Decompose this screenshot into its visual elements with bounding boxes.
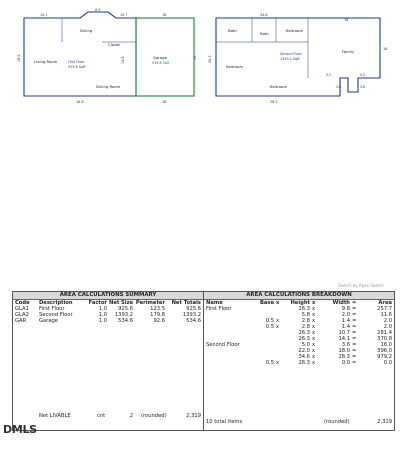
dmls-logo: DMLS: [3, 423, 37, 436]
net-livable-label: Net LIVABLE: [39, 413, 71, 419]
table-row: 22.0 x 18.0 = 396.0: [298, 348, 392, 354]
dim2-top: 34.6: [260, 13, 268, 17]
table-row: GLA1 First Floor 1.0 925.6 123.5 925.6: [15, 306, 201, 312]
table-row: 0.5 x 2.8 x 1.4 = 2.0: [265, 324, 392, 330]
room-garage: Garage: [153, 55, 167, 60]
total-items-label: 10 total items: [206, 419, 243, 425]
table-row: Second Floor 5.0 x 3.6 = 18.0: [206, 342, 392, 348]
dim2-notch-d: 3.6: [360, 85, 366, 89]
room-bedroom-1: Bedroom: [286, 28, 304, 33]
room-living: Living Room: [34, 59, 58, 64]
second-floor-label: Second Floor: [280, 52, 302, 56]
summary-h-factor: Factor: [88, 300, 107, 306]
dim2-bottom: 26.3: [270, 100, 278, 104]
room-family: Family: [342, 49, 355, 54]
summary-h-netsize: Net Size: [109, 300, 134, 306]
table-row: GLA2 Second Floor 1.0 1393.2 179.8 1393.2: [15, 312, 201, 318]
second-floor-area: 1393.2 Sqft: [280, 57, 300, 61]
breakdown-total: 2,319: [377, 419, 392, 425]
dim2-notch-a: 5.2: [326, 73, 332, 77]
garage-area: 534.6 Sqft: [152, 61, 170, 65]
dim2-notch-b: 5.2: [360, 73, 366, 77]
summary-h-desc: Description: [39, 300, 73, 306]
first-floor-area: 925.6 Sqft: [68, 65, 86, 69]
room-dining-room: Dining Room: [96, 84, 121, 89]
summary-title: AREA CALCULATIONS SUMMARY: [13, 292, 203, 300]
table-row: 26.3 x 14.1 = 370.8: [298, 336, 392, 342]
dim-garage-bottom: 18: [162, 100, 167, 104]
table-row: 5.8 x 2.0 = 11.6: [301, 312, 392, 318]
breakdown-title: AREA CALCULATIONS BREAKDOWN: [204, 292, 394, 300]
dim-top-left: 14.1: [40, 13, 48, 17]
dim2-right-side: 18: [383, 47, 388, 51]
area-summary-panel: [13, 292, 204, 430]
table-row: First Floor 26.3 x 9.8 = 257.7: [206, 306, 392, 312]
dim-mid-right: 14.8: [121, 56, 125, 64]
summary-h-code: Code: [15, 300, 30, 306]
breakdown-footer-row: 10 total items (rounded) 2,319: [206, 419, 392, 425]
summary-footer-row: Net LIVABLE cnt 2 (rounded) 2,319: [39, 413, 201, 419]
room-bath-1: Bath: [228, 28, 237, 33]
area-breakdown-panel: [204, 292, 394, 430]
net-livable-total: 2,319: [186, 413, 201, 419]
room-closet: Closet: [108, 42, 120, 47]
summary-h-perimeter: Perimeter: [135, 300, 165, 306]
room-dining: Dining: [80, 28, 93, 33]
table-row: 0.5 x 2.8 x 1.4 = 2.0: [265, 318, 392, 324]
breakdown-header-row: Name Base x Height x Width = Area: [206, 300, 392, 306]
dim-garage-right: 26: [193, 55, 197, 60]
room-bedroom-3: Bedroom: [270, 84, 288, 89]
table-row: 34.6 x 28.3 = 979.2: [298, 354, 392, 360]
first-floor-label: First Floor: [68, 60, 85, 64]
table-row: 0.5 x 28.3 x 0.0 = 0.0: [265, 360, 392, 366]
dim-garage-top: 18: [162, 13, 167, 17]
dim-bottom: 16.8: [76, 100, 84, 104]
dim-top-mid: 6.9: [95, 8, 101, 12]
room-bedroom-2: Bedroom: [226, 64, 244, 69]
sketch-watermark: Sketch by Apex Sketch: [338, 283, 384, 288]
room-bath-2: Bath: [260, 31, 269, 36]
dim2-top-right: 18: [344, 18, 349, 22]
summary-h-nettotals: Net Totals: [171, 300, 201, 306]
dim2-notch-c: 3.6: [336, 85, 342, 89]
dim-top-right: 10.7: [120, 13, 128, 17]
dim2-left-side: 26.3: [208, 55, 212, 63]
second-floor-sketch: [208, 8, 394, 104]
table-row: 26.3 x 10.7 = 281.4: [298, 330, 392, 336]
area-calculations-table: [12, 291, 395, 431]
first-floor-sketch: [18, 8, 198, 104]
table-row: GAR Garage 1.0 534.6 92.6 534.6: [15, 318, 201, 324]
dim-left-side: 18.6: [17, 54, 21, 62]
